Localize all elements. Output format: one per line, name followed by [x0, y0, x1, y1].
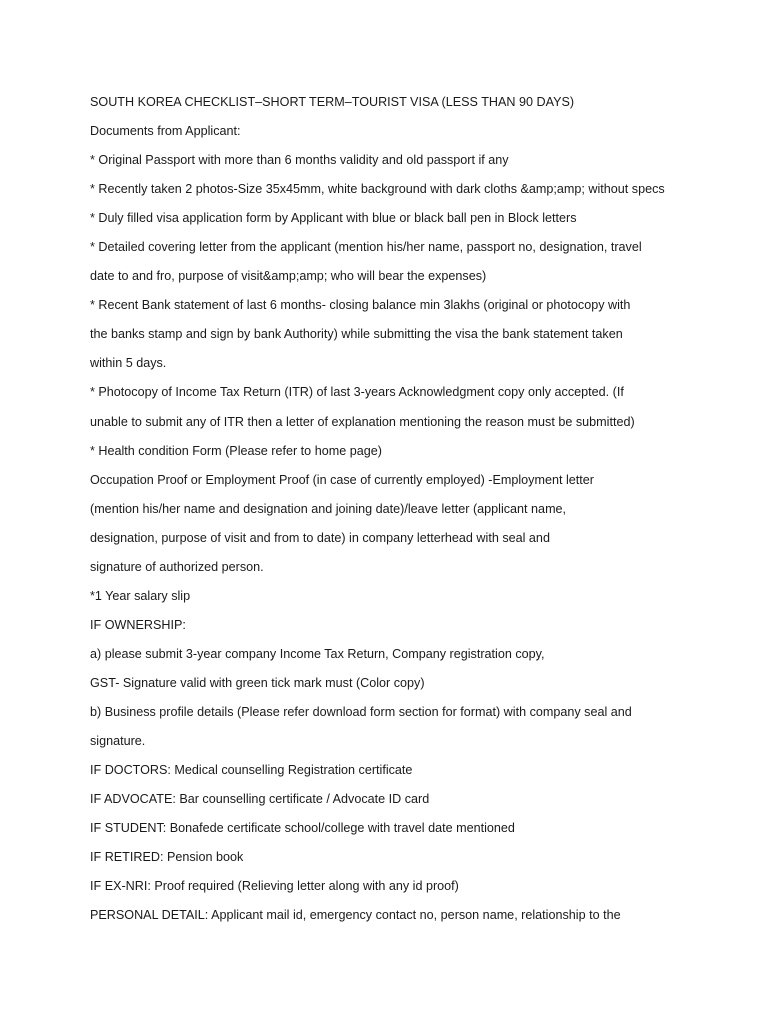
section-heading: Documents from Applicant:: [90, 124, 241, 139]
document-line: signature.: [90, 734, 146, 749]
document-line: IF EX-NRI: Proof required (Relieving letter along with any id proof): [90, 879, 459, 894]
document-line: PERSONAL DETAIL: Applicant mail id, emergency contact no, person name, relationship to the: [90, 908, 621, 923]
document-line: within 5 days.: [90, 356, 167, 371]
section-heading: IF OWNERSHIP:: [90, 617, 186, 632]
document-line: * Duly filled visa application form by Applicant with blue or black ball pen in Block letters: [90, 211, 577, 226]
document-title: SOUTH KOREA CHECKLIST–SHORT TERM–TOURIST VISA (LESS THAN 90 DAYS): [90, 95, 575, 109]
document-line: IF DOCTORS: Medical counselling Registration certificate: [90, 763, 413, 778]
document-line: Occupation Proof or Employment Proof (in case of currently employed) -Employment letter: [90, 472, 594, 487]
document-line: * Health condition Form (Please refer to home page): [90, 443, 382, 458]
document-line: the banks stamp and sign by bank Authority) while submitting the visa the bank statement taken: [90, 327, 623, 342]
document-line: a) please submit 3-year company Income Tax Return, Company registration copy,: [90, 646, 545, 661]
document-line: designation, purpose of visit and from to date) in company letterhead with seal and: [90, 530, 550, 545]
document-line: * Detailed covering letter from the applicant (mention his/her name, passport no, designation, travel: [90, 240, 642, 255]
document-line: (mention his/her name and designation and joining date)/leave letter (applicant name,: [90, 501, 567, 516]
document-line: * Recent Bank statement of last 6 months- closing balance min 3lakhs (original or photocopy with: [90, 298, 631, 313]
document-line: * Recently taken 2 photos-Size 35x45mm, white background with dark cloths &amp;amp; without specs: [90, 182, 665, 197]
document-line: GST- Signature valid with green tick mark must (Color copy): [90, 675, 425, 690]
document-line: IF RETIRED: Pension book: [90, 850, 244, 865]
document-line: IF STUDENT: Bonafede certificate school/college with travel date mentioned: [90, 821, 515, 836]
document-line: b) Business profile details (Please refer download form section for format) with company seal and: [90, 704, 632, 719]
document-line: signature of authorized person.: [90, 559, 264, 574]
document-line: IF ADVOCATE: Bar counselling certificate / Advocate ID card: [90, 792, 430, 807]
document-line: *1 Year salary slip: [90, 588, 191, 603]
document-line: * Photocopy of Income Tax Return (ITR) of last 3-years Acknowledgment copy only accepted. (If: [90, 385, 624, 400]
document-line: unable to submit any of ITR then a letter of explanation mentioning the reason must be submitted): [90, 414, 635, 429]
document-line: * Original Passport with more than 6 months validity and old passport if any: [90, 153, 509, 168]
document-line: date to and fro, purpose of visit&amp;amp; who will bear the expenses): [90, 269, 487, 284]
document-body: [90, 92, 750, 934]
